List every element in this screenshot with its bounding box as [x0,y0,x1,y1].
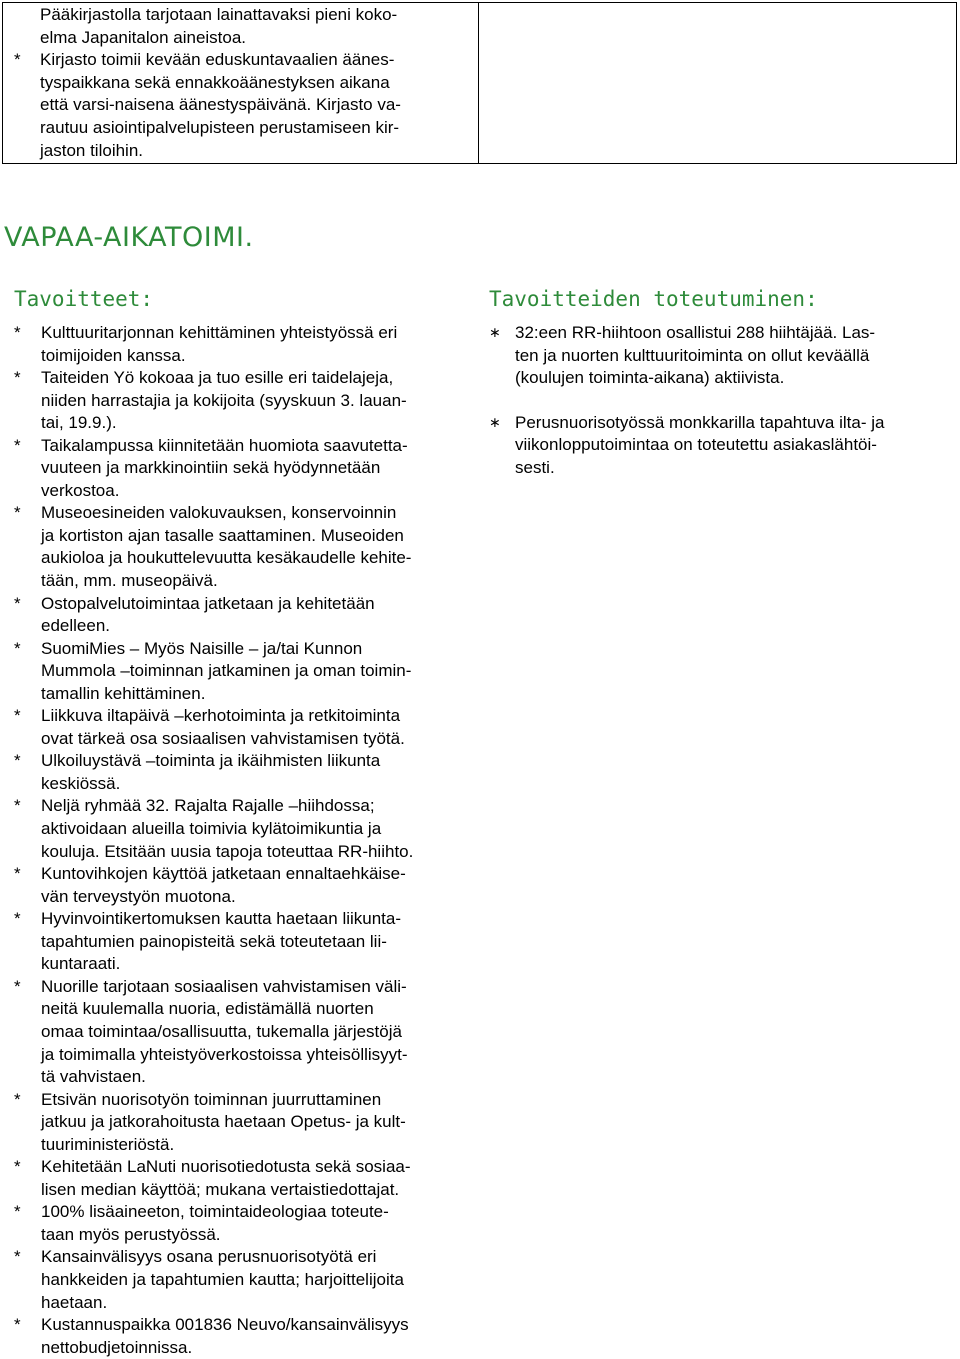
bullet-star: * [14,1247,21,1267]
bullet-star: * [14,1315,21,1335]
text-line: ja toimimalla yhteistyöverkostoissa yhteisöllisyyt- [41,1044,408,1064]
text-line: ten ja nuorten kulttuuritoiminta on ollut keväällä [515,345,870,365]
goal-item [14,1201,472,1246]
bullet-star: * [14,368,21,388]
goal-item [14,1156,472,1201]
text-line: niiden harrastajia ja kokijoita (syyskuun 3. lauan- [41,390,407,410]
bullet-asterisk: ∗ [489,324,501,340]
table-border-right [956,3,957,163]
result-item [489,322,939,390]
text-line: taan myös perustyössä. [41,1224,221,1244]
text-line: ja kortiston ajan tasalle saattaminen. Museoiden [41,525,404,545]
bullet-star: * [14,909,21,929]
text-line: Ulkoiluystävä –toiminta ja ikäihmisten liikunta [41,751,381,771]
text-line: Pääkirjastolla tarjotaan lainattavaksi pieni koko- [40,5,398,24]
goal-item [14,367,472,435]
table-column-divider [478,3,479,163]
text-line: Mummola –toiminnan jatkaminen ja oman toimin- [41,661,412,681]
result-item [489,412,939,480]
top-box-paragraph [14,4,469,49]
text-line: vän terveystyön muotona. [41,886,236,906]
bullet-star: * [14,593,21,613]
results-title: Tavoitteiden toteutuminen: [489,287,818,311]
text-line: Perusnuorisotyössä monkkarilla tapahtuva ilta- ja [515,412,885,432]
text-line: Taikalampussa kiinnitetään huomiota saavutetta- [41,435,408,455]
text-line: Neljä ryhmää 32. Rajalta Rajalle –hiihdossa; [41,796,375,816]
goal-item [14,638,472,706]
text-line: aktivoidaan alueilla toimivia kylätoimikuntia ja [41,819,382,839]
goal-item [14,863,472,908]
text-line: Ostopalvelutoimintaa jatketaan ja kehitetään [41,593,375,613]
text-line: Kustannuspaikka 001836 Neuvo/kansainvälisyys [41,1315,409,1335]
bullet-star: * [14,1157,21,1177]
bullet-star: * [14,864,21,884]
text-line: tyspaikkana sekä ennakkoäänestyksen aikana [40,72,390,92]
goal-item [14,1246,472,1314]
text-line: vuuteen ja markkinointiin sekä hyödynnetään [41,458,381,478]
text-line: sesti. [515,457,555,477]
bullet-star: * [14,796,21,816]
text-line: verkostoa. [41,480,120,500]
goal-item [14,1314,472,1359]
text-line: Etsivän nuorisotyön toiminnan juurruttaminen [41,1089,382,1109]
goal-item [14,435,472,503]
text-line: tä vahvistaen. [41,1067,146,1087]
text-line: hankkeiden ja tapahtumien kautta; harjoittelijoita [41,1269,404,1289]
text-line: Liikkuva iltapäivä –kerhotoiminta ja retkitoiminta [41,706,401,726]
text-line: keskiössä. [41,773,121,793]
text-line: Kansainvälisyys osana perusnuorisotyötä eri [41,1247,377,1267]
text-line: Hyvinvointikertomuksen kautta haetaan liikunta- [41,909,402,929]
text-line: elma Japanitalon aineistoa. [40,27,247,47]
bullet-star: * [14,323,21,342]
bullet-star: * [14,706,21,726]
text-line: että varsi-naisena äänestyspäivänä. Kirjasto va- [40,95,401,115]
bullet-star: * [14,638,21,658]
text-line: 100% lisäaineeton, toimintaideologiaa toteute- [41,1202,389,1222]
text-line: tapahtumien painopisteitä sekä toteutetaan lii- [41,931,387,951]
text-line: Nuorille tarjotaan sosiaalisen vahvistamisen väli- [41,976,407,996]
text-line: 32:een RR-hiihtoon osallistui 288 hiihtäjää. Las- [515,323,876,342]
text-line: kuntaraati. [41,954,121,974]
bullet-star: * [14,751,21,771]
goal-item [14,1089,472,1157]
text-line: haetaan. [41,1292,108,1312]
bullet-star: * [14,50,21,70]
goals-list [14,322,472,1359]
goal-item [14,593,472,638]
bullet-asterisk: ∗ [489,413,501,430]
text-line: tai, 19.9.). [41,413,117,433]
goal-item [14,795,472,863]
text-line: jaston tiloihin. [40,140,144,160]
text-line: rautuu asiointipalvelupisteen perustamiseen kir- [40,117,400,137]
text-line: Kulttuuritarjonnan kehittäminen yhteistyössä eri [41,323,398,342]
text-line: Kirjasto toimii kevään eduskuntavaalien äänes- [40,50,395,70]
text-line: Taiteiden Yö kokoaa ja tuo esille eri taidelajeja, [41,368,394,388]
text-line: omaa toimintaa/osallisuutta, tukemalla järjestöjä [41,1021,402,1041]
top-box-text [14,4,469,162]
top-box-paragraph [14,49,469,162]
text-line: nettobudjetoinnissa. [41,1337,193,1357]
text-line: lisen median käyttöä; mukana vertaistiedottajat. [41,1179,400,1199]
bullet-star: * [14,435,21,455]
text-line: Kuntovihkojen käyttöä jatketaan ennaltaehkäise- [41,864,406,884]
bullet-star: * [14,1089,21,1109]
goal-item [14,502,472,592]
text-line: jatkuu ja jatkorahoitusta haetaan Opetus- ja kult- [41,1112,406,1132]
goal-item [14,322,472,367]
text-line: Kehitetään LaNuti nuorisotiedotusta sekä sosiaa- [41,1157,411,1177]
results-list [489,322,939,480]
table-border-left [2,3,3,163]
goals-title: Tavoitteet: [14,287,154,311]
text-line: (koulujen toiminta-aikana) aktiivista. [515,368,785,388]
goal-item [14,976,472,1089]
text-line: viikonlopputoimintaa on toteutettu asiakaslähtöi- [515,435,877,455]
text-line: aukioloa ja houkuttelevuutta kesäkaudelle kehite- [41,548,412,568]
text-line: neitä kuulemalla nuoria, edistämällä nuorten [41,999,374,1019]
text-line: tuuriministeriöstä. [41,1134,175,1154]
goal-item [14,705,472,750]
text-line: ovat tärkeä osa sosiaalisen vahvistamisen työtä. [41,728,405,748]
section-heading: VAPAA-AIKATOIMI. [4,222,254,253]
goal-item [14,750,472,795]
text-line: tään, mm. museopäivä. [41,571,218,591]
text-line: SuomiMies – Myös Naisille – ja/tai Kunnon [41,638,363,658]
text-line: toimijoiden kanssa. [41,345,186,365]
bullet-star: * [14,1202,21,1222]
bullet-star: * [14,976,21,996]
text-line: tamallin kehittäminen. [41,683,206,703]
goal-item [14,908,472,976]
text-line: Museoesineiden valokuvauksen, konservoinnin [41,503,397,523]
bullet-star: * [14,503,21,523]
text-line: kouluja. Etsitään uusia tapoja toteuttaa RR-hiihto. [41,841,414,861]
text-line: edelleen. [41,616,111,636]
